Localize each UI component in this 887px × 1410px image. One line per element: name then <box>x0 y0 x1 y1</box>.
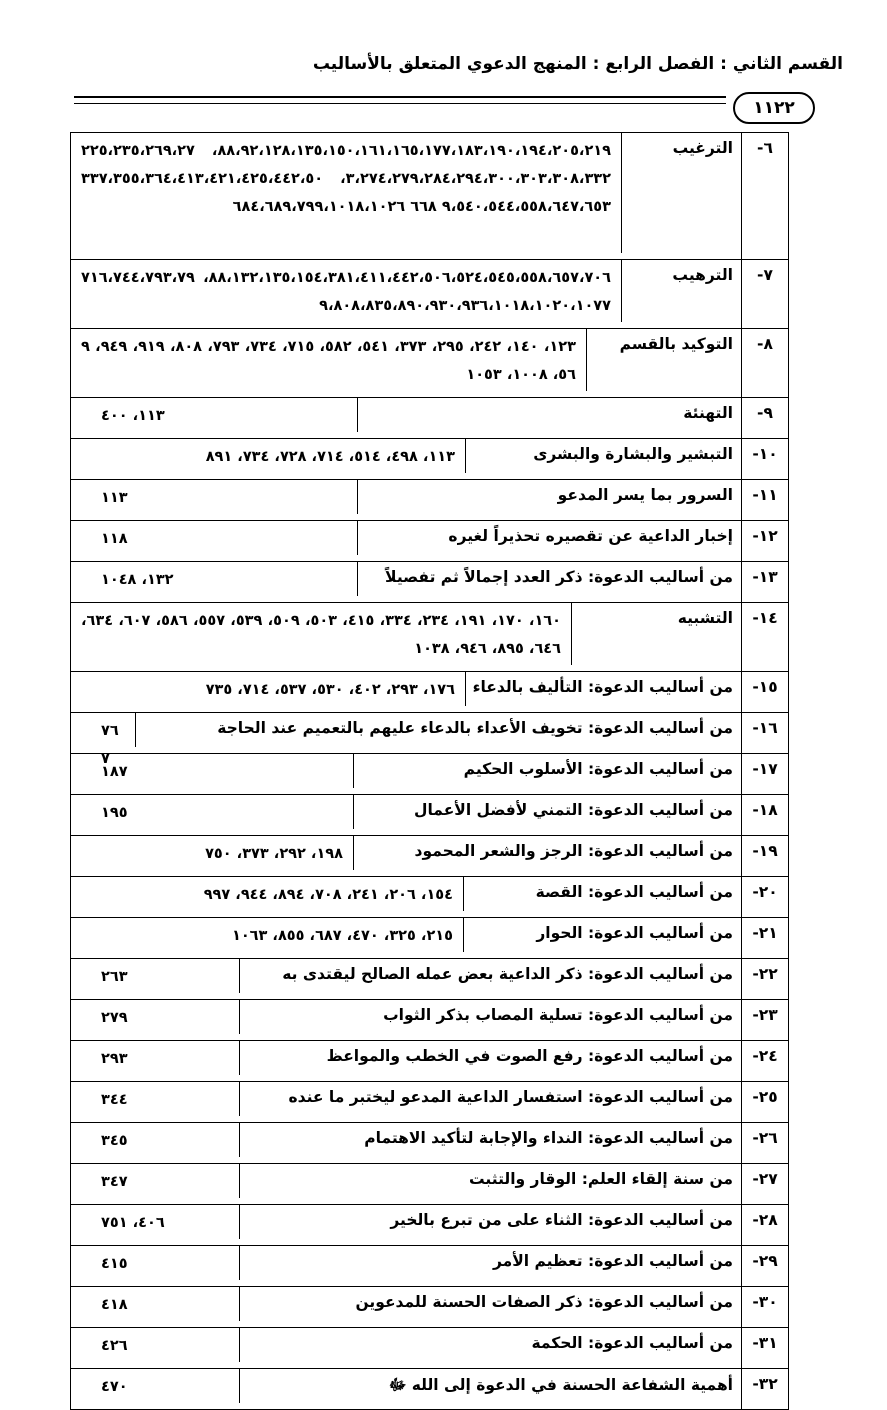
row-content <box>71 1000 742 1041</box>
table-row <box>71 439 789 480</box>
table-row <box>71 1287 789 1328</box>
row-number: ٢٠- <box>742 877 789 918</box>
row-content <box>71 398 742 439</box>
row-number: ١٠- <box>742 439 789 480</box>
page-references: ٣٤٧ <box>101 1174 128 1190</box>
topic-label: الترغيب <box>621 133 741 253</box>
row-content <box>71 260 742 329</box>
page-references: ٤١٨ <box>101 1297 128 1313</box>
page-references: ١٥٤، ٢٠٦، ٢٤١، ٧٠٨، ٨٩٤، ٩٤٤، ٩٩٧ <box>203 887 453 903</box>
row-content <box>71 480 742 521</box>
row-content <box>71 1369 742 1410</box>
row-content <box>71 836 742 877</box>
row-content <box>71 1246 742 1287</box>
row-content <box>71 133 742 260</box>
page-references: ١١٣، ٤٩٨، ٥١٤، ٧١٤، ٧٢٨، ٧٣٤، ٨٩١ <box>205 449 455 465</box>
page-references: ٢٧٩ <box>101 1010 128 1026</box>
row-content <box>71 877 742 918</box>
page-references: ٣٤٤ <box>101 1092 128 1108</box>
row-content <box>71 713 742 767</box>
table-row <box>71 1164 789 1205</box>
page-references: ٨٨،٩٢،١٢٨،١٣٥،١٥٠،١٦١،١٦٥،١٧٧،١٨٣،١٩٠،١٩٤،٢٠٥،٢١٩، ٢٢٥،٢٣٥،٢٦٩،٢٧٣،٢٧٤،٢٧٩،٢٨٤،٢٩٤،٣٠٠،٣٠٣،٣٠٨،٣٣٢، ٣٣٧،٣٥٥،٣٦٤،٤١٣،٤٢١،٤٢٥،٤٤٢،٥٠٩،٥٤٠،٥٤٤،٥٥٨،٦٤٧،٦٥٣ ٦٦٨ ٦٨٤،٦٨٩،٧٩٩،١٠١٨،١٠٢٦ <box>81 143 611 215</box>
topic-label: من أساليب الدعوة: الحوار <box>463 918 741 952</box>
page-references: ٤٧٠ <box>101 1379 128 1395</box>
table-row <box>71 836 789 877</box>
page-references: ١١٣ <box>101 490 128 506</box>
table-row <box>71 398 789 439</box>
row-content <box>71 959 742 1000</box>
table-row <box>71 1369 789 1410</box>
table-row <box>71 260 789 329</box>
topic-label: من أساليب الدعوة: التمني لأفضل الأعمال <box>353 795 741 829</box>
page-references: ١٩٥ <box>101 805 128 821</box>
table-row <box>71 1082 789 1123</box>
table-row <box>71 795 789 836</box>
row-number: ٦- <box>742 133 789 260</box>
topic-label: من أساليب الدعوة: استفسار الداعية المدعو ليختبر ما عنده <box>239 1082 741 1116</box>
topic-label: أهمية الشفاعة الحسنة في الدعوة إلى الله ﷻ <box>239 1369 741 1403</box>
row-number: ٢٥- <box>742 1082 789 1123</box>
page-references: ٤٢٦ <box>101 1338 128 1354</box>
row-number: ١٤- <box>742 603 789 672</box>
topic-label: التوكيد بالقسم <box>586 329 741 391</box>
table-row <box>71 562 789 603</box>
page-references: ٧٦٧ <box>101 723 119 767</box>
row-number: ١٢- <box>742 521 789 562</box>
row-content <box>71 1123 742 1164</box>
row-content <box>71 439 742 480</box>
table-row <box>71 1000 789 1041</box>
row-content <box>71 603 742 672</box>
row-content <box>71 918 742 959</box>
topic-label: من أساليب الدعوة: النداء والإجابة لتأكيد الاهتمام <box>239 1123 741 1157</box>
table-row <box>71 480 789 521</box>
topic-label: من أساليب الدعوة: القصة <box>463 877 741 911</box>
methods-index-table <box>70 132 789 1410</box>
topic-label: من أساليب الدعوة: الحكمة <box>239 1328 741 1362</box>
row-number: ٢٢- <box>742 959 789 1000</box>
row-number: ١٧- <box>742 754 789 795</box>
page-references: ٣٤٥ <box>101 1133 128 1149</box>
topic-label: التشبيه <box>571 603 741 665</box>
topic-label: التهنئة <box>357 398 741 432</box>
row-number: ٩- <box>742 398 789 439</box>
row-number: ١٣- <box>742 562 789 603</box>
table-row <box>71 603 789 672</box>
topic-label: السرور بما يسر المدعو <box>357 480 741 514</box>
page-references: ١٨٧ <box>101 764 128 780</box>
row-content <box>71 672 742 713</box>
table-row <box>71 133 789 260</box>
page-references: ١٢٣، ١٤٠، ٢٤٢، ٢٩٥، ٣٧٣، ٥٤١، ٥٨٢، ٧١٥، ٧٣٤، ٧٩٣، ٨٠٨، ٩١٩، ٩٤٩، ٩٥٦، ١٠٠٨، ١٠٥٣ <box>81 339 576 383</box>
row-number: ١٥- <box>742 672 789 713</box>
row-content <box>71 562 742 603</box>
topic-label: من أساليب الدعوة: تخويف الأعداء بالدعاء عليهم بالتعميم عند الحاجة <box>135 713 741 747</box>
row-content <box>71 1082 742 1123</box>
page-references: ١٦٠، ١٧٠، ١٩١، ٢٣٤، ٣٣٤، ٤١٥، ٥٠٣، ٥٠٩، ٥٣٩، ٥٥٧، ٥٨٦، ٦٠٧، ٦٣٤، ٦٤٦، ٨٩٥، ٩٤٦، ١٠٣٨ <box>81 613 562 657</box>
table-row <box>71 1123 789 1164</box>
topic-label: من أساليب الدعوة: ذكر الداعية بعض عمله الصالح ليقتدى به <box>239 959 741 993</box>
row-content <box>71 795 742 836</box>
row-number: ٣٢- <box>742 1369 789 1410</box>
table-row <box>71 918 789 959</box>
table-row <box>71 713 789 754</box>
row-number: ٢٧- <box>742 1164 789 1205</box>
page-references: ٢١٥، ٣٢٥، ٤٧٠، ٦٨٧، ٨٥٥، ١٠٦٣ <box>231 928 453 944</box>
row-content <box>71 1164 742 1205</box>
topic-label: من أساليب الدعوة: تعظيم الأمر <box>239 1246 741 1280</box>
table-row <box>71 521 789 562</box>
page-references: ٨٨،١٣٢،١٣٥،١٥٤،٣٨١،٤١١،٤٤٢،٥٠٦،٥٢٤،٥٤٥،٥٥٨،٦٥٧،٧٠٦، ٧١٦،٧٤٤،٧٩٣،٧٩٩،٨٠٨،٨٣٥،٨٩٠،٩٣٠،٩٣٦،١٠١٨،١٠٢٠،١٠٧٧ <box>81 270 611 314</box>
row-number: ٢٣- <box>742 1000 789 1041</box>
row-number: ٣١- <box>742 1328 789 1369</box>
page-references: ٤٠٦، ٧٥١ <box>101 1215 165 1231</box>
row-content <box>71 1041 742 1082</box>
topic-label: إخبار الداعية عن تقصيره تحذيراً لغيره <box>357 521 741 555</box>
topic-label: من أساليب الدعوة: الأسلوب الحكيم <box>353 754 741 788</box>
row-number: ١٩- <box>742 836 789 877</box>
page-references: ١٧٦، ٢٩٣، ٤٠٢، ٥٣٠، ٥٣٧، ٧١٤، ٧٣٥ <box>205 682 455 698</box>
row-content <box>71 1287 742 1328</box>
row-number: ٣٠- <box>742 1287 789 1328</box>
page-references: ١١٣، ٤٠٠ <box>101 408 165 424</box>
page-references: ١٩٨، ٢٩٢، ٣٧٣، ٧٥٠ <box>205 846 343 862</box>
page-references: ٢٦٣ <box>101 969 128 985</box>
page-references: ١١٨ <box>101 531 128 547</box>
topic-label: الترهيب <box>621 260 741 322</box>
page-references: ٤١٥ <box>101 1256 128 1272</box>
page-number: ١١٢٢ <box>733 92 815 124</box>
topic-label: من أساليب الدعوة: الرجز والشعر المحمود <box>353 836 741 870</box>
row-content <box>71 521 742 562</box>
row-number: ٧- <box>742 260 789 329</box>
row-number: ٨- <box>742 329 789 398</box>
table-row <box>71 877 789 918</box>
row-number: ١٦- <box>742 713 789 754</box>
row-number: ١٨- <box>742 795 789 836</box>
row-content <box>71 329 742 398</box>
topic-label: من سنة إلقاء العلم: الوقار والتثبت <box>239 1164 741 1198</box>
row-number: ٢١- <box>742 918 789 959</box>
row-number: ١١- <box>742 480 789 521</box>
row-content <box>71 754 742 795</box>
page-references: ٢٩٣ <box>101 1051 128 1067</box>
topic-label: من أساليب الدعوة: رفع الصوت في الخطب والمواعظ <box>239 1041 741 1075</box>
header-divider <box>74 96 726 104</box>
topic-label: من أساليب الدعوة: ذكر العدد إجمالاً ثم تفصيلاً <box>357 562 741 596</box>
table-row <box>71 1205 789 1246</box>
table-row <box>71 329 789 398</box>
chapter-header-title: القسم الثاني : الفصل الرابع : المنهج الدعوي المتعلق بالأساليب <box>312 54 843 74</box>
table-row <box>71 1246 789 1287</box>
row-number: ٢٤- <box>742 1041 789 1082</box>
row-number: ٢٦- <box>742 1123 789 1164</box>
topic-label: من أساليب الدعوة: ذكر الصفات الحسنة للمدعوين <box>239 1287 741 1321</box>
table-row <box>71 959 789 1000</box>
row-content <box>71 1205 742 1246</box>
page-references: ١٣٢، ١٠٤٨ <box>101 572 174 588</box>
topic-label: من أساليب الدعوة: الثناء على من تبرع بالخير <box>239 1205 741 1239</box>
topic-label: التبشير والبشارة والبشرى <box>465 439 741 473</box>
topic-label: من أساليب الدعوة: التأليف بالدعاء <box>465 672 741 706</box>
row-number: ٢٩- <box>742 1246 789 1287</box>
table-row <box>71 754 789 795</box>
table-row <box>71 672 789 713</box>
table-row <box>71 1041 789 1082</box>
row-number: ٢٨- <box>742 1205 789 1246</box>
topic-label: من أساليب الدعوة: تسلية المصاب بذكر الثواب <box>239 1000 741 1034</box>
